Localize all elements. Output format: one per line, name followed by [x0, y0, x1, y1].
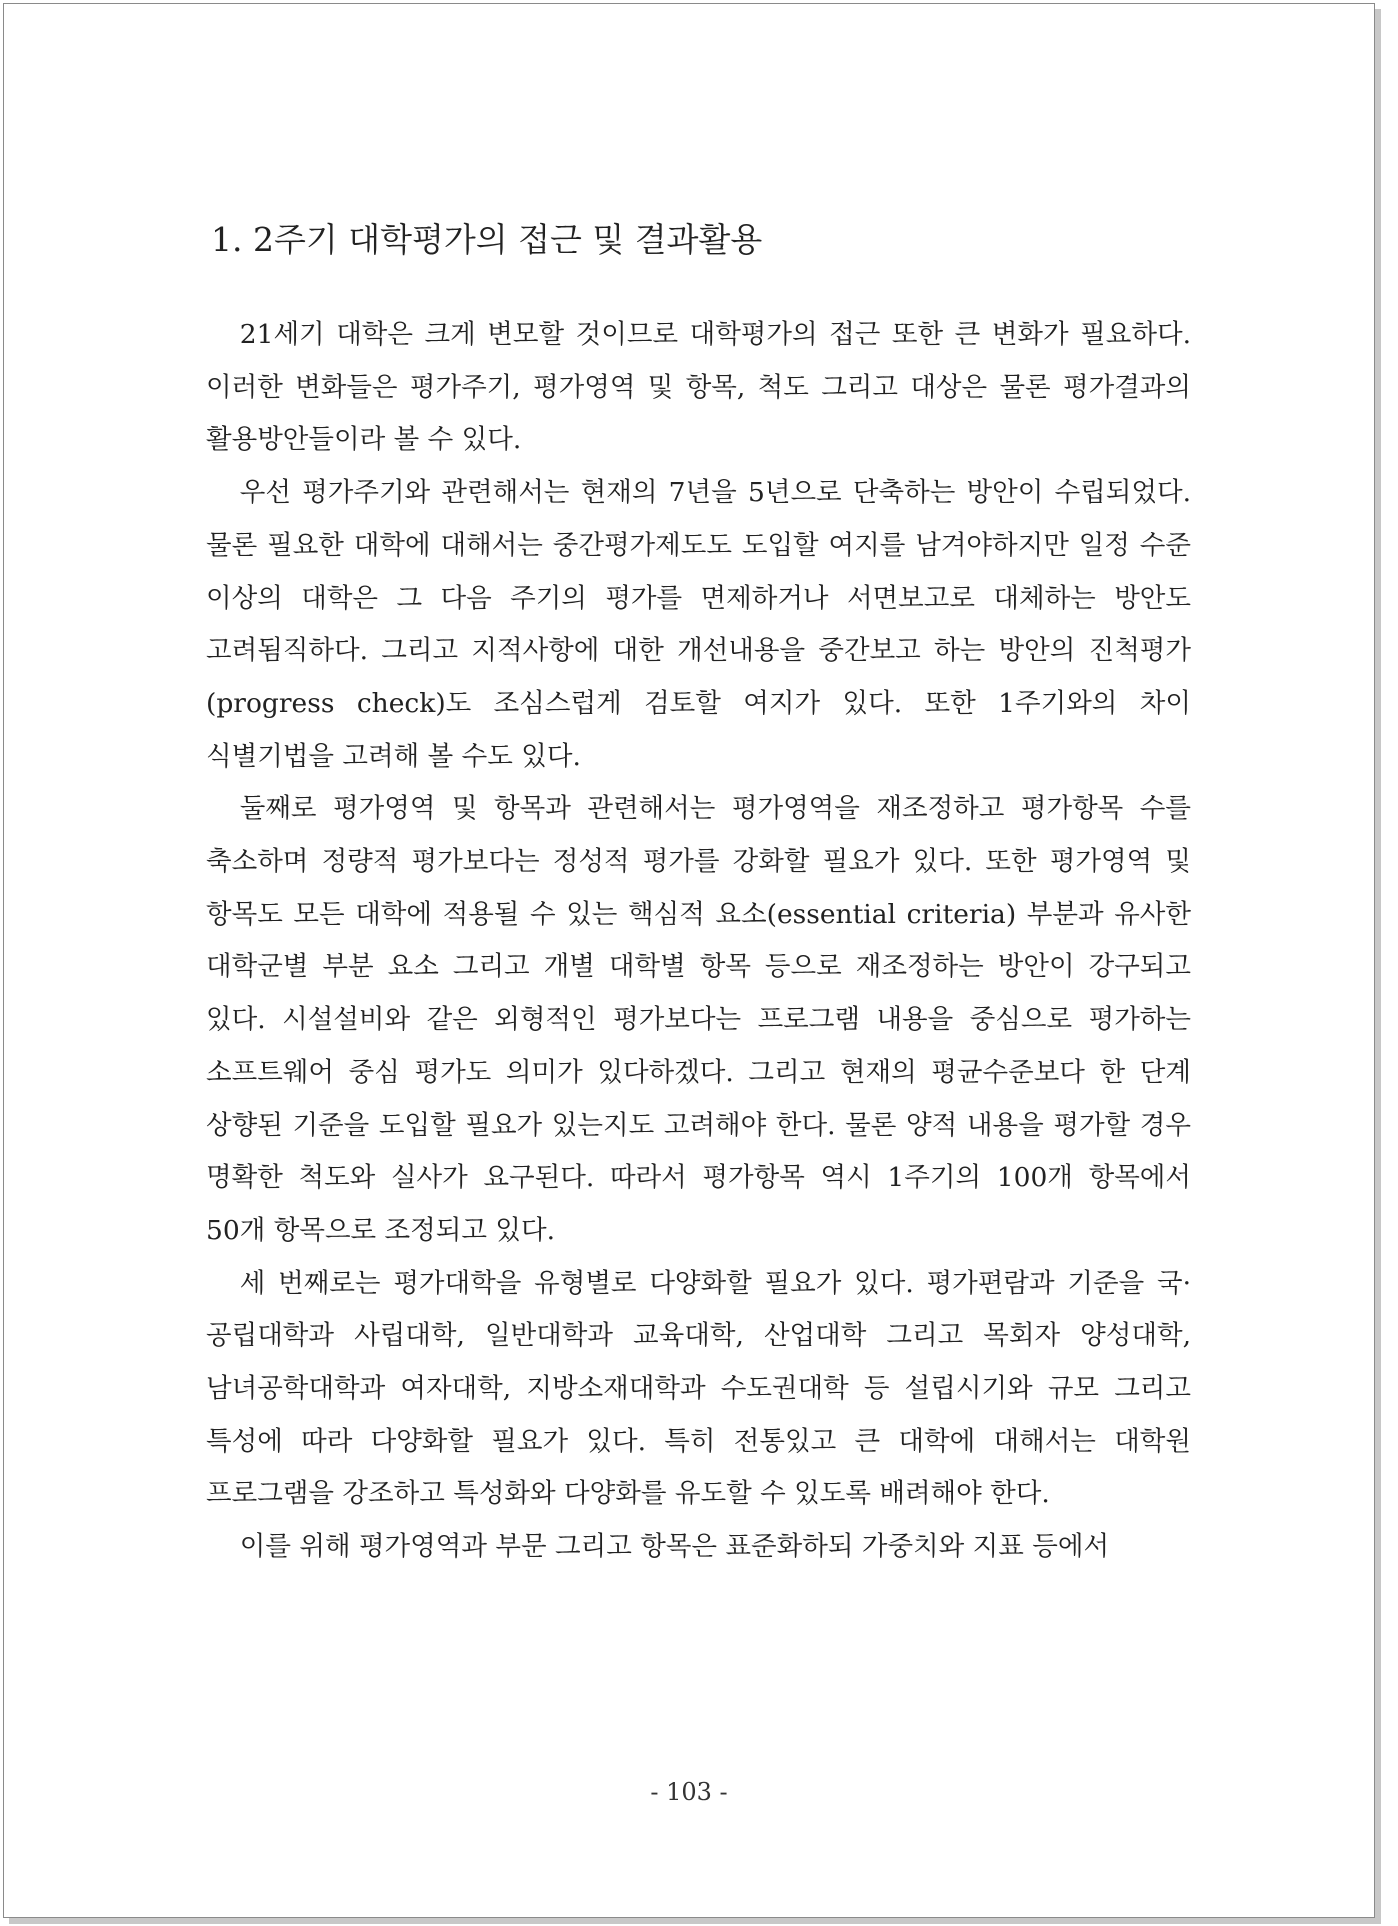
paragraph-4: 세 번째로는 평가대학을 유형별로 다양화할 필요가 있다. 평가편람과 기준을 국·공립대학과 사립대학, 일반대학과 교육대학, 산업대학 그리고 목회자 양성대학, 남녀공학대학과 여자대학, 지방소재대학과 수도권대학 등 설립시기와 규모 그리고 특성에 따라 다양화할 필요가 있다. 특히 전통있고 큰 대학에 대해서는 대학원 프로그램을 강조하고 특성화와 다양화를 유도할 수 있도록 배려해야 한다.	[206, 1267, 1191, 1510]
document-page	[3, 3, 1375, 1918]
paragraph-2: 우선 평가주기와 관련해서는 현재의 7년을 5년으로 단축하는 방안이 수립되었다. 물론 필요한 대학에 대해서는 중간평가제도도 도입할 여지를 남겨야하지만 일정 수준 이상의 대학은 그 다음 주기의 평가를 면제하거나 서면보고로 대체하는 방안도 고려됨직하다. 그리고 지적사항에 대한 개선내용을 중간보고 하는 방안의 진척평가(progress check)도 조심스럽게 검토할 여지가 있다. 또한 1주기와의 차이 식별기법을 고려해 볼 수도 있다.	[206, 477, 1191, 772]
paragraph-3: 둘째로 평가영역 및 항목과 관련해서는 평가영역을 재조정하고 평가항목 수를 축소하며 정량적 평가보다는 정성적 평가를 강화할 필요가 있다. 또한 평가영역 및 항목도 모든 대학에 적용될 수 있는 핵심적 요소(essential criteria) 부분과 유사한 대학군별 부분 요소 그리고 개별 대학별 항목 등으로 재조정하는 방안이 강구되고 있다. 시설설비와 같은 외형적인 평가보다는 프로그램 내용을 중심으로 평가하는 소프트웨어 중심 평가도 의미가 있다하겠다. 그리고 현재의 평균수준보다 한 단계 상향된 기준을 도입할 필요가 있는지도 고려해야 한다. 물론 양적 내용을 평가할 경우 명확한 척도와 실사가 요구된다. 따라서 평가항목 역시 1주기의 100개 항목에서 50개 항목으로 조정되고 있다.	[206, 793, 1191, 1246]
section-heading: 1. 2주기 대학평가의 접근 및 결과활용	[211, 220, 763, 259]
paragraph-5: 이를 위해 평가영역과 부문 그리고 항목은 표준화하되 가중치와 지표 등에서	[239, 1531, 1110, 1563]
page-number: - 103 -	[650, 1778, 728, 1806]
body-text	[206, 309, 1191, 1574]
paragraph-1: 21세기 대학은 크게 변모할 것이므로 대학평가의 접근 또한 큰 변화가 필요하다. 이러한 변화들은 평가주기, 평가영역 및 항목, 척도 그리고 대상은 물론 평가결과의 활용방안들이라 볼 수 있다.	[206, 319, 1191, 456]
